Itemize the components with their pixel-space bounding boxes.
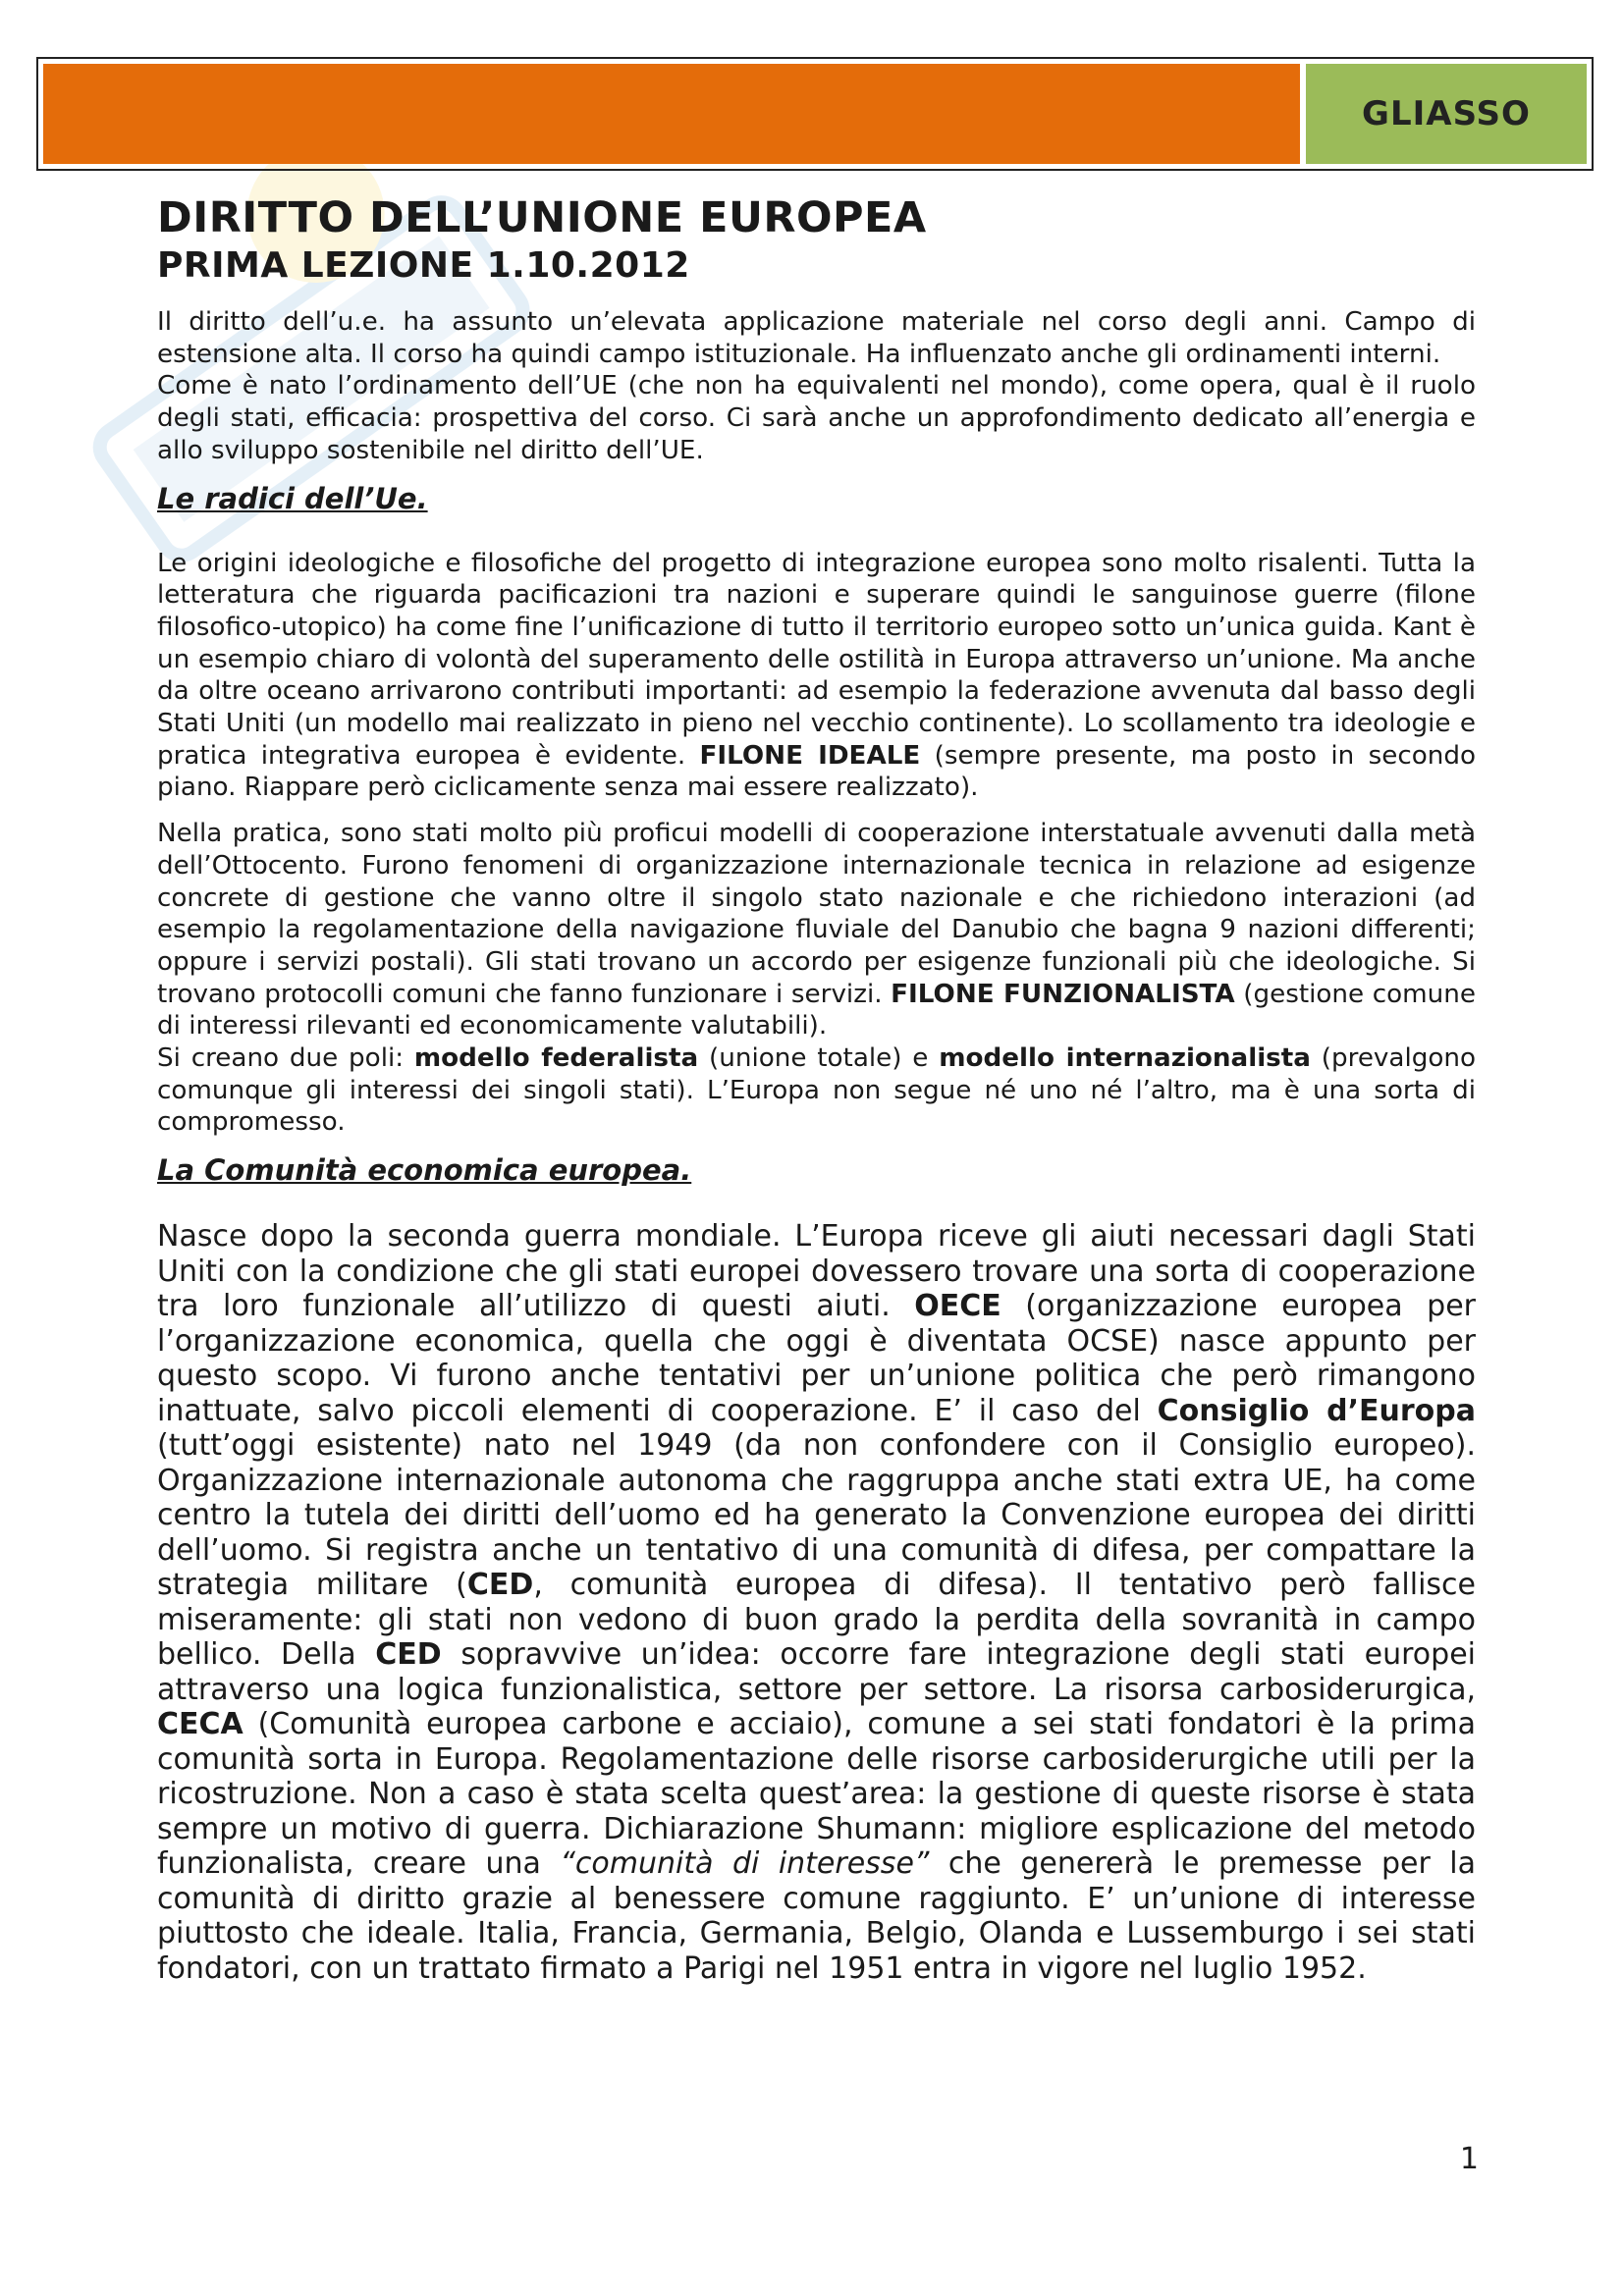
intro-paragraph-1: Il diritto dell’u.e. ha assunto un’elevata applicazione materiale nel corso degli anni. Campo di estensione alta. Il corso ha quindi campo istituzionale. Ha influenzato anche gli ordinamenti interni. xyxy=(157,307,1476,369)
radici-p3-a: Si creano due poli: xyxy=(157,1043,414,1074)
section-radici-body xyxy=(157,548,1476,1140)
modello-federalista-term: modello federalista xyxy=(413,1043,699,1074)
radici-p2-tail: (gestione comune di interessi rilevanti ed economicamente valutabili). xyxy=(157,979,1476,1041)
document-subtitle: PRIMA LEZIONE 1.10.2012 xyxy=(157,245,690,286)
comunita-text-a: Nasce dopo la seconda guerra mondiale. L’Europa riceve gli aiuti necessari dagli Stati Uniti con la condizione che gli stati europei dovessero trovare una sorta di cooperazione tra loro funzionale all’utilizzo di questi aiuti. xyxy=(157,1219,1476,1324)
section-comunita-body xyxy=(157,1219,1476,1986)
comunita-text-k: (Comunità europea carbone e acciaio), comune a sei stati fondatori è la prima comunità sorta in Europa. Regolamentazione delle risorse carbosiderurgiche utili per la ricostruzione. Non a caso è stata scelta quest’area: la gestione di queste risorse è stata sempre un motivo di guerra. Dichiarazione Shumann: migliore esplicazione del metodo funzionalista, creare una xyxy=(157,1707,1476,1882)
intro-section xyxy=(157,306,1476,467)
filone-funzionalista-term: FILONE FUNZIONALISTA xyxy=(891,979,1235,1009)
page-number: 1 xyxy=(1459,2142,1479,2176)
comunita-paragraph xyxy=(157,1219,1476,1986)
radici-p1-text: Le origini ideologiche e filosofiche del progetto di integrazione europea sono molto risalenti. Tutta la letteratura che riguarda pacificazioni tra nazioni e superare quindi le sanguinose guerre (filone filosofico-utopico) ha come fine l’unificazione di tutto il territorio europeo sotto un’unica guida. Kant è un esempio chiaro di volontà del superamento delle ostilità in Europa attraverso un’unione. Ma anche da oltre oceano arrivarono contributi importanti: ad esempio la federazione avvenuta dal basso degli Stati Uniti (un modello mai realizzato in pieno nel vecchio continente). Lo scollamento tra ideologie e pratica integrativa europea è evidente. xyxy=(157,548,1476,771)
header-orange-bar xyxy=(43,64,1300,164)
header-tag: GLIASSO xyxy=(1306,64,1587,164)
radici-p3-b: (unione totale) e xyxy=(698,1043,940,1074)
radici-paragraph-3 xyxy=(157,1042,1476,1139)
modello-internazionalista-term: modello internazionalista xyxy=(939,1043,1311,1074)
oece-term: OECE xyxy=(914,1289,1001,1324)
ced-term-1: CED xyxy=(466,1568,534,1603)
document-body xyxy=(157,192,1476,1986)
radici-paragraph-2 xyxy=(157,818,1476,1042)
consiglio-europa-term: Consiglio d’Europa xyxy=(1157,1393,1476,1428)
comunita-text-m: che genererà le premesse per la comunità di diritto grazie al benessere comune raggiunto. E’ un’unione di interesse piuttosto che ideale. Italia, Francia, Germania, Belgio, Olanda e Lussemburgo i sei stati fondatori, con un trattato firmato a Parigi nel 1951 entra in vigore nel luglio 1952. xyxy=(157,1846,1476,1986)
section-heading-radici: Le radici dell’Ue. xyxy=(157,481,428,515)
section-heading-comunita: La Comunità economica europea. xyxy=(157,1153,692,1188)
comunita-di-interesse-term: “comunità di interesse” xyxy=(560,1846,930,1882)
intro-paragraph-2: Come è nato l’ordinamento dell’UE (che non ha equivalenti nel mondo), come opera, qual è il ruolo degli stati, efficacia: prospettiva del corso. Ci sarà anche un approfondimento dedicato all’energia e allo sviluppo sostenibile nel diritto dell’UE. xyxy=(157,371,1476,465)
comunita-text-g: , comunità europea di difesa). Il tentativo però fallisce miseramente: gli stati non vedono di buon grado la perdita della sovranità in campo bellico. Della xyxy=(157,1568,1476,1673)
comunita-text-e: (tutt’oggi esistente) nato nel 1949 (da non confondere con il Consiglio europeo). Organizzazione internazionale autonoma che raggruppa anche stati extra UE, ha come centro la tutela dei diritti dell’uomo ed ha generato la Convenzione europea dei diritti dell’uomo. Si registra anche un tentativo di una comunità di difesa, per compattare la strategia militare ( xyxy=(157,1428,1476,1603)
comunita-text-c: (organizzazione europea per l’organizzazione economica, quella che oggi è diventata OCSE) nasce appunto per questo scopo. Vi furono anche tentativi per un’unione politica che però rimangono inattuate, salvo piccoli elementi di cooperazione. E’ il caso del xyxy=(157,1289,1476,1428)
document-title: DIRITTO DELL’UNIONE EUROPEA xyxy=(157,193,927,242)
comunita-text-i: sopravvive un’idea: occorre fare integrazione degli stati europei attraverso una logica funzionalistica, settore per settore. La risorsa carbosiderurgica, xyxy=(157,1637,1476,1707)
radici-p1-tail: (sempre presente, ma posto in secondo piano. Riappare però ciclicamente senza mai essere realizzato). xyxy=(157,740,1476,803)
ced-term-2: CED xyxy=(375,1637,442,1673)
radici-p3-c: (prevalgono comunque gli interessi dei singoli stati). L’Europa non segue né uno né l’altro, ma è una sorta di compromesso. xyxy=(157,1043,1477,1138)
filone-ideale-term: FILONE IDEALE xyxy=(699,740,921,771)
radici-paragraph-1 xyxy=(157,548,1476,805)
radici-p2-text: Nella pratica, sono stati molto più proficui modelli di cooperazione interstatuale avvenuti dalla metà dell’Ottocento. Furono fenomeni di organizzazione internazionale tecnica in relazione ad esigenze concrete di gestione che vanno oltre il singolo stato nazionale e che richiedono interazioni (ad esempio la regolamentazione della navigazione fluviale del Danubio che bagna 9 nazioni differenti; oppure i servizi postali). Gli stati trovano un accordo per esigenze funzionali più che ideologiche. Si trovano protocolli comuni che fanno funzionare i servizi. xyxy=(157,819,1476,1009)
ceca-term: CECA xyxy=(157,1707,243,1742)
